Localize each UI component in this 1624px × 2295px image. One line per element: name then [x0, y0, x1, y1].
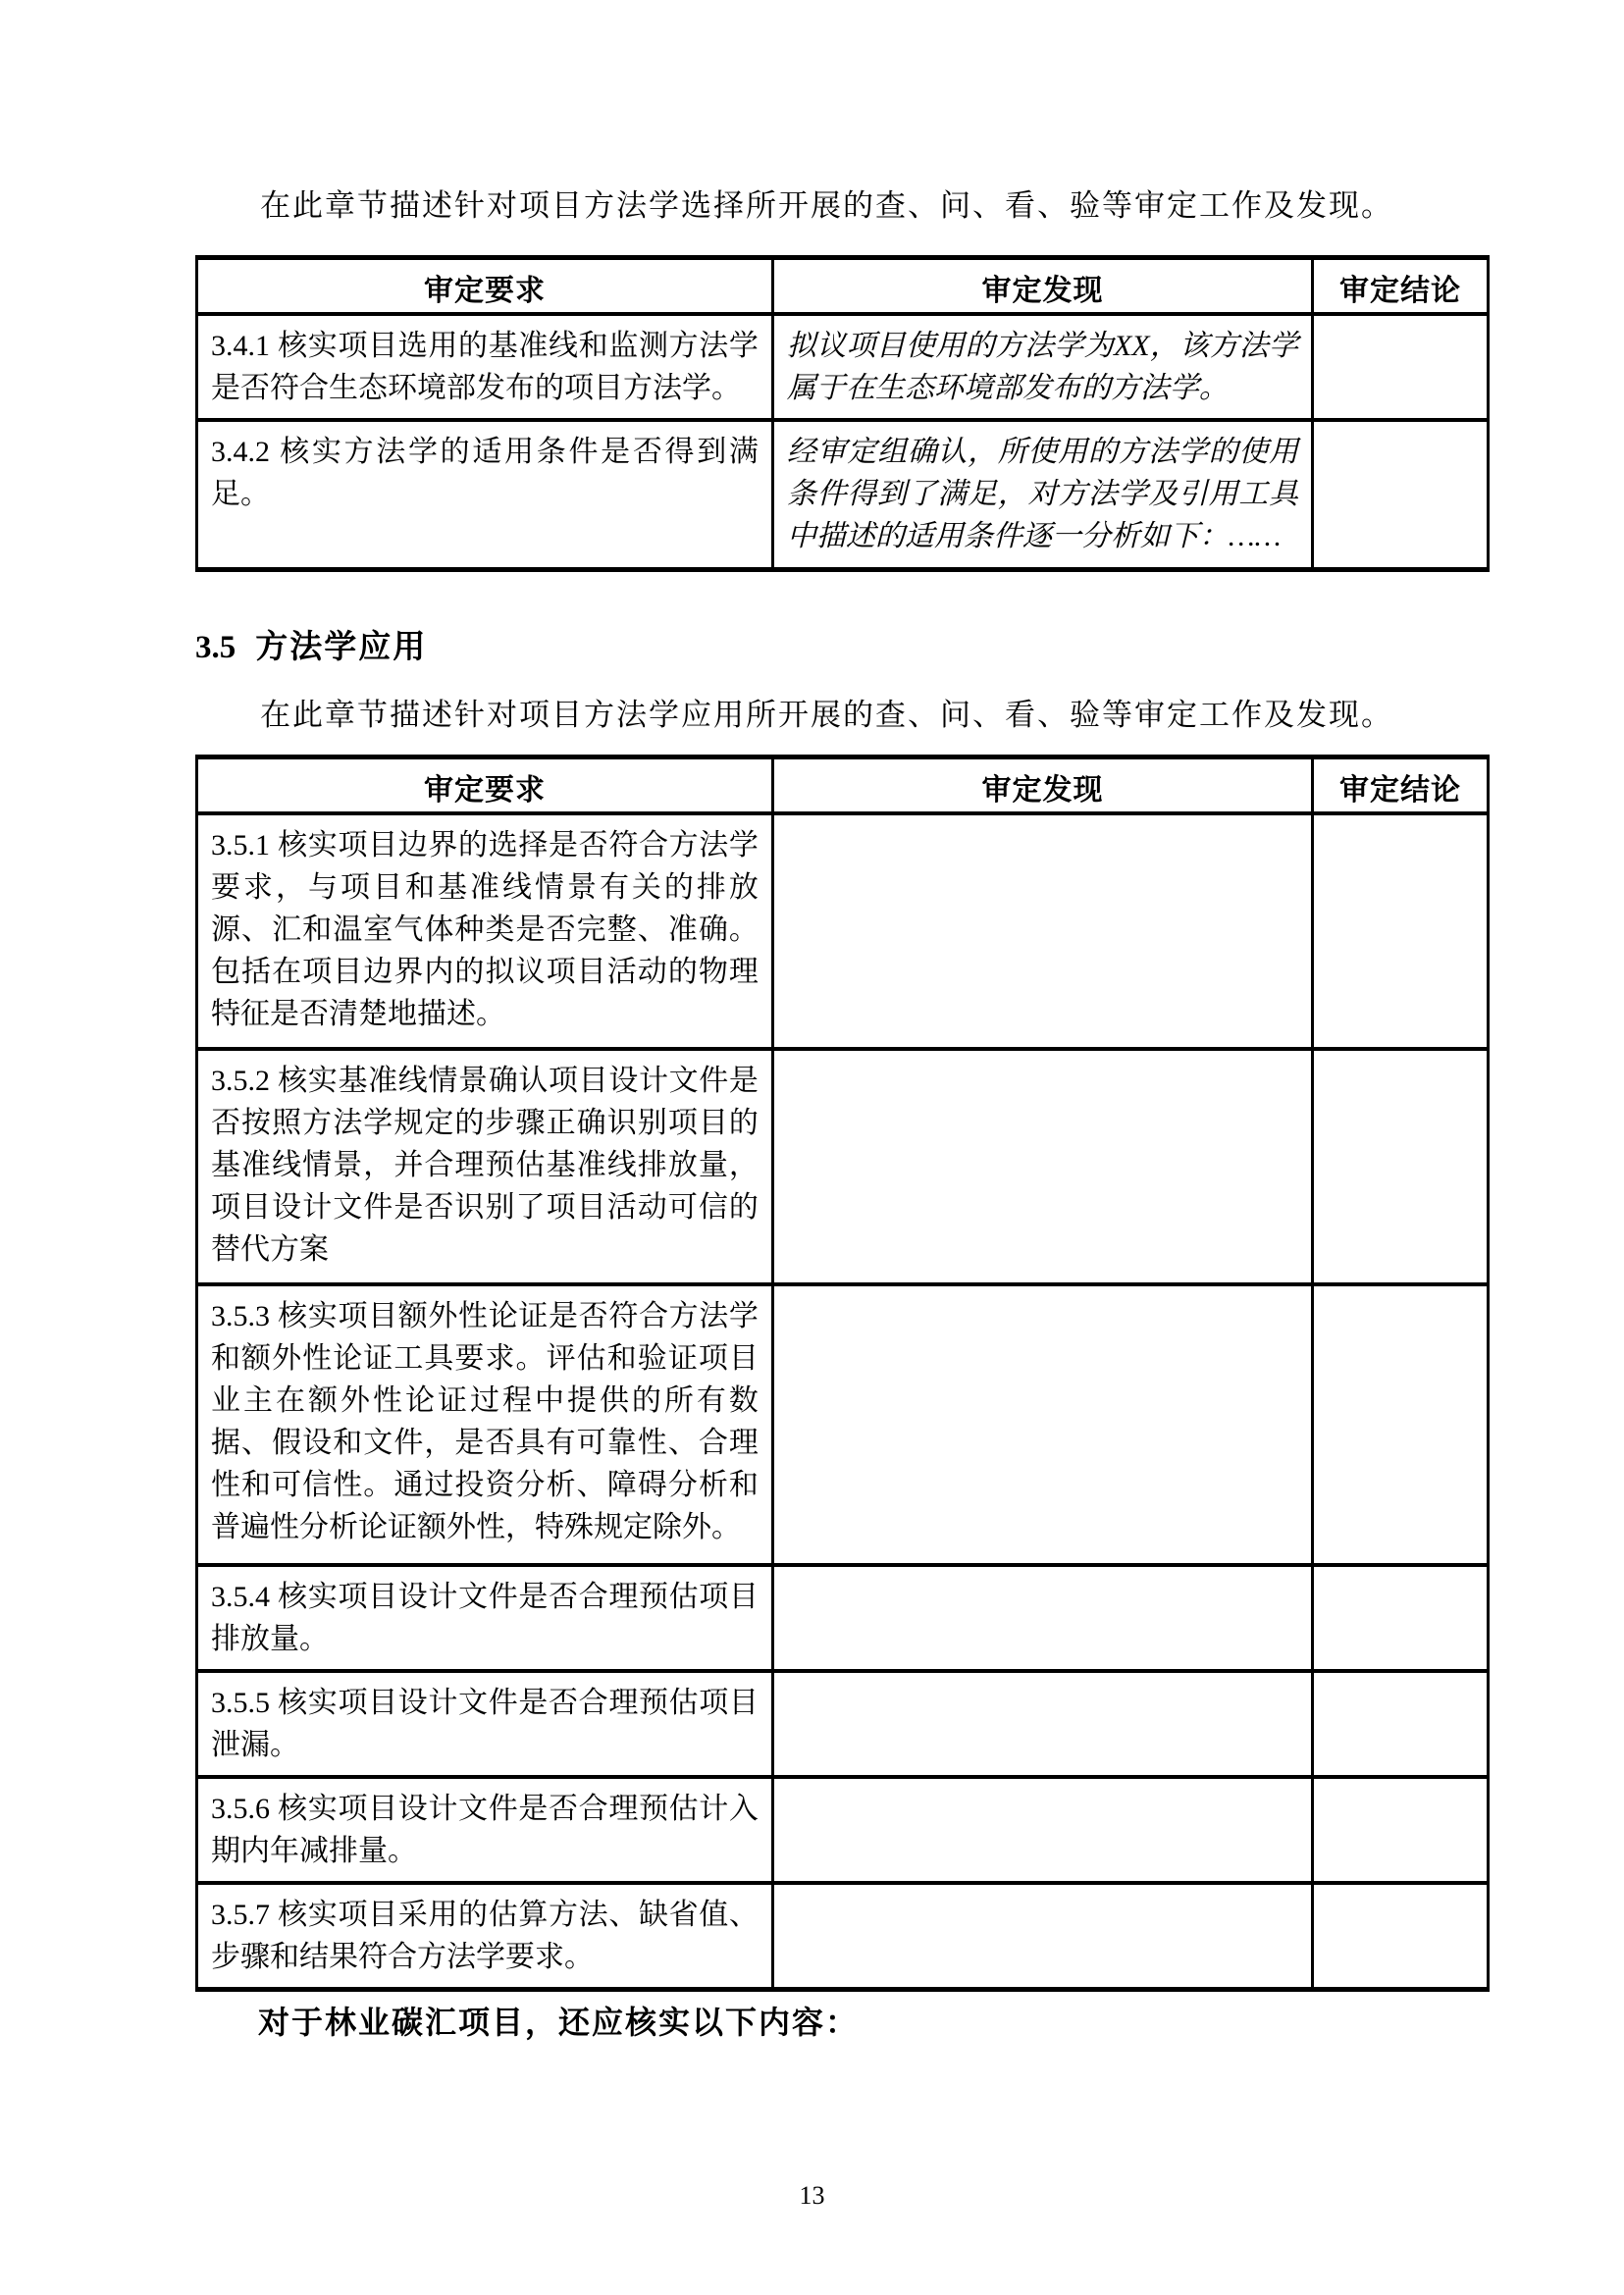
- column-header-requirement: 审定要求: [197, 258, 773, 315]
- table-row: [197, 1883, 1489, 1990]
- table-row: [197, 420, 1489, 569]
- column-header-finding: 审定发现: [772, 756, 1312, 813]
- conclusion-cell: [1313, 1284, 1489, 1565]
- column-header-conclusion: 审定结论: [1313, 756, 1489, 813]
- conclusion-cell: [1313, 1049, 1489, 1284]
- conclusion-cell: [1313, 1777, 1489, 1883]
- table-row: [197, 1284, 1489, 1565]
- requirement-cell: 3.5.3 核实项目额外性论证是否符合方法学和额外性论证工具要求。评估和验证项目业主在额外性论证过程中提供的所有数据、假设和文件，是否具有可靠性、合理性和可信性。通过投资分析、障碍分析和普遍性分析论证额外性，特殊规定除外。: [197, 1284, 773, 1565]
- finding-cell: 经审定组确认，所使用的方法学的使用条件得到了满足，对方法学及引用工具中描述的适用条件逐一分析如下：……: [772, 420, 1312, 569]
- finding-cell: [772, 1671, 1312, 1777]
- table-row: [197, 813, 1489, 1049]
- table-header-row: [197, 258, 1489, 315]
- conclusion-cell: [1313, 813, 1489, 1049]
- section-title: 方法学应用: [255, 627, 428, 664]
- finding-cell: [772, 813, 1312, 1049]
- audit-table-3-5: [195, 755, 1490, 1992]
- conclusion-cell: [1313, 314, 1489, 420]
- forestry-carbon-note: 对于林业碳汇项目，还应核实以下内容：: [258, 2004, 860, 2040]
- requirement-cell: 3.5.6 核实项目设计文件是否合理预估计入期内年减排量。: [197, 1777, 773, 1883]
- table-row: [197, 1671, 1489, 1777]
- table-row: [197, 1049, 1489, 1284]
- section-3-5-intro-paragraph: 在此章节描述针对项目方法学应用所开展的查、问、看、验等审定工作及发现。: [260, 697, 1393, 732]
- section-3-5-heading: [195, 628, 1490, 666]
- requirement-cell: 3.5.1 核实项目边界的选择是否符合方法学要求，与项目和基准线情景有关的排放源、汇和温室气体种类是否完整、准确。包括在项目边界内的拟议项目活动的物理特征是否清楚地描述。: [197, 813, 773, 1049]
- section-3-4-intro-paragraph: 在此章节描述针对项目方法学选择所开展的查、问、看、验等审定工作及发现。: [260, 188, 1393, 223]
- column-header-finding: 审定发现: [772, 258, 1312, 315]
- requirement-cell: 3.5.4 核实项目设计文件是否合理预估项目排放量。: [197, 1565, 773, 1671]
- table-row: [197, 1565, 1489, 1671]
- table-row: [197, 1777, 1489, 1883]
- requirement-cell: 3.4.2 核实方法学的适用条件是否得到满足。: [197, 420, 773, 569]
- conclusion-cell: [1313, 1883, 1489, 1990]
- table-row: [197, 314, 1489, 420]
- conclusion-cell: [1313, 1565, 1489, 1671]
- requirement-cell: 3.4.1 核实项目选用的基准线和监测方法学是否符合生态环境部发布的项目方法学。: [197, 314, 773, 420]
- column-header-requirement: 审定要求: [197, 756, 773, 813]
- finding-cell: 拟议项目使用的方法学为XX，该方法学属于在生态环境部发布的方法学。: [772, 314, 1312, 420]
- finding-cell: [772, 1284, 1312, 1565]
- audit-table-3-4: [195, 255, 1490, 572]
- conclusion-cell: [1313, 1671, 1489, 1777]
- finding-cell: [772, 1883, 1312, 1990]
- column-header-conclusion: 审定结论: [1313, 258, 1489, 315]
- table-header-row: [197, 756, 1489, 813]
- requirement-cell: 3.5.2 核实基准线情景确认项目设计文件是否按照方法学规定的步骤正确识别项目的基准线情景，并合理预估基准线排放量，项目设计文件是否识别了项目活动可信的替代方案: [197, 1049, 773, 1284]
- section-number: 3.5: [195, 629, 236, 665]
- conclusion-cell: [1313, 420, 1489, 569]
- requirement-cell: 3.5.5 核实项目设计文件是否合理预估项目泄漏。: [197, 1671, 773, 1777]
- page-number: 13: [799, 2181, 825, 2210]
- finding-cell: [772, 1565, 1312, 1671]
- finding-cell: [772, 1777, 1312, 1883]
- requirement-cell: 3.5.7 核实项目采用的估算方法、缺省值、步骤和结果符合方法学要求。: [197, 1883, 773, 1990]
- finding-cell: [772, 1049, 1312, 1284]
